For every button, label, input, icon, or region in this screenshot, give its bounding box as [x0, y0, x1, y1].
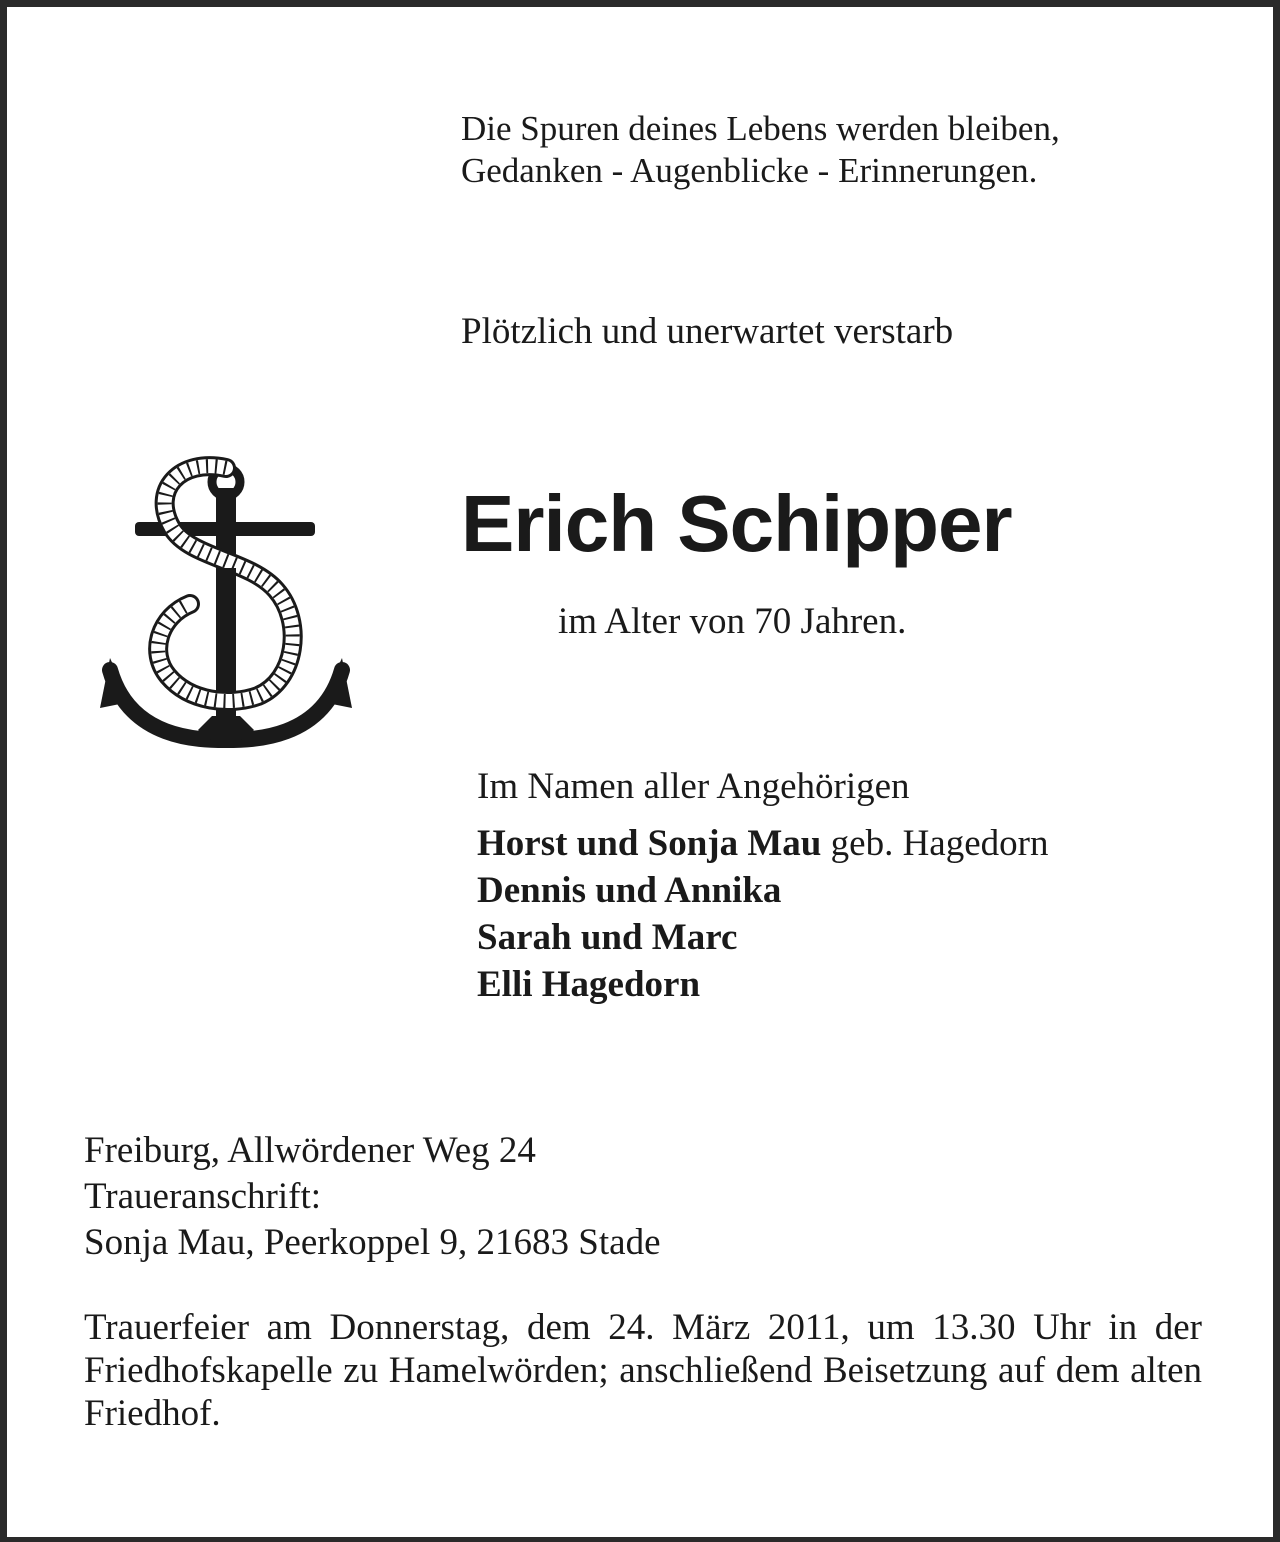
mourning-address-label: Traueranschrift: — [84, 1176, 322, 1217]
mourners-list — [477, 820, 1048, 1008]
motto-quote — [461, 108, 1060, 192]
mourner-name: Horst und Sonja Mau — [477, 823, 822, 864]
motto-line-2: Gedanken - Augenblicke - Erinnerungen. — [461, 151, 1038, 190]
age-text: im Alter von 70 Jahren. — [558, 601, 907, 642]
address-block — [84, 1128, 661, 1266]
mourner-name: Sarah und Marc — [477, 917, 738, 958]
mourner-name: Elli Hagedorn — [477, 964, 701, 1005]
mourner-line — [477, 820, 1048, 867]
motto-line-1: Die Spuren deines Lebens werden bleiben, — [461, 109, 1060, 148]
funeral-service-text: Trauerfeier am Donnerstag, dem 24. März 2011, um 13.30 Uhr in der Friedhofskapelle zu Hamelwörden; anschließend Beisetzung auf dem alten Friedhof. — [84, 1307, 1202, 1434]
mourning-address: Sonja Mau, Peerkoppel 9, 21683 Stade — [84, 1222, 661, 1263]
intro-text: Plötzlich und unerwartet verstarb — [461, 311, 954, 352]
mourner-line — [477, 914, 1048, 961]
deceased-name: Erich Schipper — [461, 479, 1012, 568]
family-heading: Im Namen aller Angehörigen — [477, 766, 910, 807]
mourner-suffix: geb. Hagedorn — [830, 823, 1049, 864]
anchor-with-rope-icon — [90, 440, 360, 760]
residence-address: Freiburg, Allwördener Weg 24 — [84, 1130, 536, 1171]
mourner-line — [477, 867, 1048, 914]
mourner-line — [477, 961, 1048, 1008]
mourner-name: Dennis und Annika — [477, 870, 782, 911]
